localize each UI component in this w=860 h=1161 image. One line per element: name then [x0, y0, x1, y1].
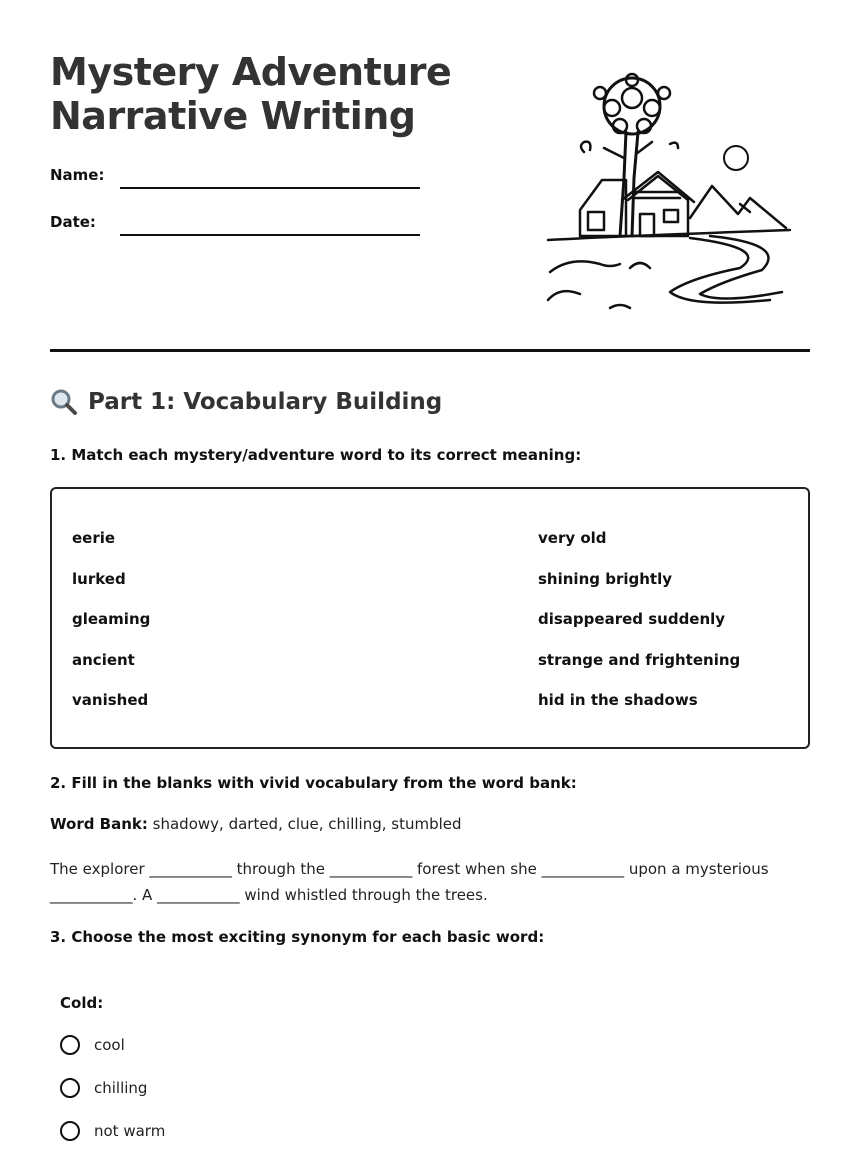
name-field-line[interactable]: [120, 187, 420, 189]
radio-button[interactable]: [60, 1121, 80, 1141]
word-bank-words: shadowy, darted, clue, chilling, stumbled: [152, 815, 462, 833]
match-meaning[interactable]: shining brightly: [538, 569, 672, 588]
match-word[interactable]: eerie: [72, 529, 116, 547]
option-label: chilling: [94, 1079, 148, 1097]
name-label: Name:: [50, 166, 105, 184]
words-column: [72, 529, 150, 732]
match-meaning[interactable]: hid in the shadows: [538, 691, 698, 709]
radio-button[interactable]: [60, 1035, 80, 1055]
match-meaning[interactable]: very old: [538, 529, 607, 547]
part1-heading: [50, 388, 442, 416]
word-bank: [50, 815, 462, 833]
house-tree-landscape-illustration: [540, 68, 800, 318]
option-label: cool: [94, 1036, 125, 1054]
match-word[interactable]: ancient: [72, 650, 135, 669]
radio-button[interactable]: [60, 1078, 80, 1098]
question-2: 2. Fill in the blanks with vivid vocabulary from the word bank:: [50, 774, 577, 792]
date-label: Date:: [50, 213, 96, 231]
option-not-warm[interactable]: [60, 1121, 165, 1141]
part1-heading-text: Part 1: Vocabulary Building: [88, 389, 443, 415]
option-chilling[interactable]: [60, 1078, 147, 1098]
date-field-line[interactable]: [120, 234, 420, 236]
match-word[interactable]: vanished: [72, 691, 149, 709]
word-bank-label: Word Bank:: [50, 815, 148, 833]
option-cool[interactable]: [60, 1035, 125, 1055]
title-line-1: Mystery Adventure: [50, 50, 452, 94]
fill-in-paragraph[interactable]: The explorer ___________ through the ___________ forest when she ___________ upon a mysterious ___________. A ___________ wind whistled through the trees.: [50, 860, 769, 904]
question-3: 3. Choose the most exciting synonym for each basic word:: [50, 928, 545, 946]
match-word[interactable]: gleaming: [72, 610, 151, 628]
question-1: 1. Match each mystery/adventure word to its correct meaning:: [50, 446, 582, 464]
synonym-word: Cold:: [60, 994, 104, 1012]
match-word[interactable]: lurked: [72, 569, 126, 588]
title-line-2: Narrative Writing: [50, 94, 416, 138]
matching-box: [50, 487, 810, 749]
meanings-column: [538, 529, 740, 732]
magnifying-glass-icon: [50, 388, 78, 416]
match-meaning[interactable]: disappeared suddenly: [538, 610, 726, 628]
option-label: not warm: [94, 1122, 166, 1140]
section-divider: [50, 349, 810, 352]
match-meaning[interactable]: strange and frightening: [538, 650, 741, 669]
worksheet-title: [50, 50, 451, 138]
